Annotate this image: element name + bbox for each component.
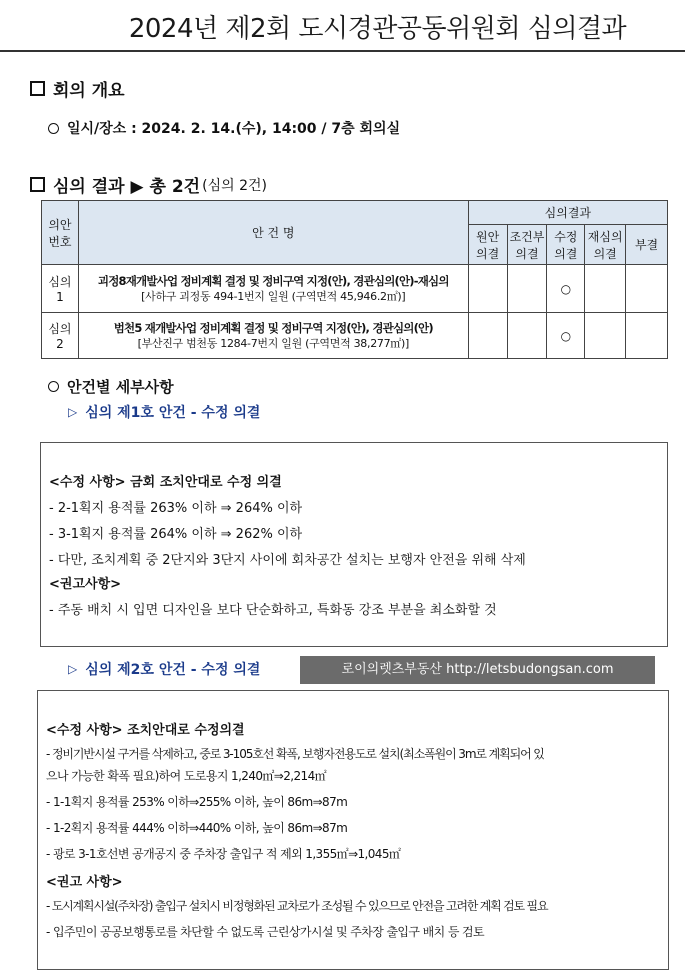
item2-line: - 1-1획지 용적률 253% 이하⇒255% 이하, 높이 86m⇒87m (46, 795, 348, 809)
item2-panel (37, 690, 669, 970)
row-title-cell (78, 265, 468, 313)
triangle-right-icon: ▷ (68, 662, 78, 676)
item1-line: - 다만, 조치계획 중 2단지와 3단지 사이에 회차공간 설치는 보행자 안전을 위해 삭제 (49, 553, 526, 568)
col-original-line2: 의결 (476, 246, 500, 261)
title-divider (0, 50, 685, 52)
col-header-rejected (626, 225, 668, 265)
results-table (41, 200, 668, 359)
item2-line: - 도시계획시설(주차장) 출입구 설치시 비정형화된 교차로가 조성될 수 있으므로 안전을 고려한 계획 검토 필요 (46, 899, 548, 913)
circle-bullet-icon (48, 123, 59, 134)
item1-line: - 2-1획지 용적률 263% 이하 ⇒ 264% 이하 (49, 501, 303, 516)
item1-line: - 주동 배치 시 입면 디자인을 보다 단순화하고, 특화동 강조 부분을 최소화할 것 (49, 603, 497, 618)
row-mark-amended: ○ (547, 313, 585, 359)
triangle-right-icon: ▷ (68, 405, 78, 419)
col-header-no-line1: 의안 (48, 217, 72, 232)
item2-label (68, 659, 260, 679)
results-heading-note: (심의 2건) (202, 177, 267, 194)
item2-line: - 광로 3-1호선변 공개공지 중 주차장 출입구 적 제외 1,355㎡⇒1,045㎡ (46, 847, 401, 861)
meeting-datetime-text: 일시/장소 : 2024. 2. 14.(수), 14:00 / 7층 회의실 (67, 121, 401, 137)
row-mark-original (468, 313, 507, 359)
row-mark-original (468, 265, 507, 313)
col-rereview-line2: 의결 (593, 246, 617, 261)
table-row (42, 265, 668, 313)
results-section-heading (30, 172, 267, 197)
results-heading-text: 심의 결과 ▶ 총 2건 (53, 177, 201, 197)
item1-line: - 3-1획지 용적률 264% 이하 ⇒ 262% 이하 (49, 527, 303, 542)
col-amended-line1: 수정 (554, 229, 578, 244)
col-conditional-line1: 조건부 (509, 229, 545, 244)
details-heading-text: 안건별 세부사항 (67, 378, 174, 396)
item2-line: <수정 사항> 조치안대로 수정의결 (46, 723, 245, 738)
row-no-line2: 2 (56, 337, 64, 351)
col-header-conditional (507, 225, 547, 265)
row-title: 범천5 재개발사업 정비계획 결정 및 정비구역 지정(안), 경관심의(안) (113, 320, 433, 335)
page-title: 2024년 제2회 도시경관공동위원회 심의결과 (128, 14, 627, 44)
col-amended-line2: 의결 (554, 246, 578, 261)
item2-line: 으나 가능한 확폭 필요)하여 도로용지 1,240㎡⇒2,214㎡ (46, 769, 326, 783)
col-rereview-line1: 재심의 (587, 229, 623, 244)
row-detail: [사하구 괴정동 494-1번지 일원 (구역면적 45,946.2㎡)] (141, 289, 406, 303)
row-no (42, 313, 79, 359)
meeting-heading-text: 회의 개요 (53, 81, 125, 101)
row-mark-rejected (626, 313, 668, 359)
item2-line: - 입주민이 공공보행통로를 차단할 수 없도록 근린상가시설 및 주차장 출입구 배치 등 검토 (46, 925, 485, 939)
row-no-line1: 심의 (48, 275, 72, 289)
details-heading (48, 376, 174, 397)
item2-label-text: 심의 제2호 안건 - 수정 의결 (85, 662, 261, 678)
item1-label-text: 심의 제1호 안건 - 수정 의결 (85, 405, 261, 421)
col-header-amended (547, 225, 585, 265)
row-no-line2: 1 (56, 290, 64, 304)
row-title-cell (78, 313, 468, 359)
row-title: 괴정8재개발사업 정비계획 결정 및 정비구역 지정(안), 경관심의(안)-재심의 (97, 273, 449, 288)
col-header-no (42, 201, 79, 265)
row-mark-conditional (507, 265, 547, 313)
item1-line: <수정 사항> 금회 조치안대로 수정 의결 (49, 475, 282, 490)
item2-line: - 정비기반시설 구거를 삭제하고, 중로 3-105호선 확폭, 보행자전용도로 설치(최소폭원이 3m로 계획되어 있 (46, 747, 544, 761)
row-no-line1: 심의 (48, 322, 72, 336)
row-mark-conditional (507, 313, 547, 359)
item1-panel (40, 442, 668, 647)
col-header-original (468, 225, 507, 265)
meeting-datetime (48, 118, 400, 138)
row-mark-rereview (585, 265, 626, 313)
row-detail: [부산진구 범천동 1284-7번지 일원 (구역면적 38,277㎡)] (137, 336, 409, 350)
col-original-line1: 원안 (476, 229, 500, 244)
col-header-result-group: 심의결과 (468, 201, 667, 225)
meeting-section-heading (30, 76, 125, 101)
checkbox-square-icon (30, 177, 45, 192)
col-header-no-line2: 번호 (48, 234, 72, 249)
col-conditional-line2: 의결 (515, 246, 539, 261)
item1-label (68, 402, 260, 422)
row-mark-rejected (626, 265, 668, 313)
row-mark-rereview (585, 313, 626, 359)
row-mark-amended: ○ (547, 265, 585, 313)
item2-line: - 1-2획지 용적률 444% 이하⇒440% 이하, 높이 86m⇒87m (46, 821, 348, 835)
circle-bullet-icon (48, 381, 59, 392)
col-header-rereview (585, 225, 626, 265)
checkbox-square-icon (30, 81, 45, 96)
col-rejected-line1: 부결 (634, 238, 659, 252)
item1-line: <권고사항> (49, 577, 122, 592)
col-header-title: 안 건 명 (78, 201, 468, 265)
row-no (42, 265, 79, 313)
table-row (42, 313, 668, 359)
watermark-banner: 로이의렛츠부동산 http://letsbudongsan.com (300, 656, 655, 684)
item2-line: <권고 사항> (46, 875, 123, 890)
